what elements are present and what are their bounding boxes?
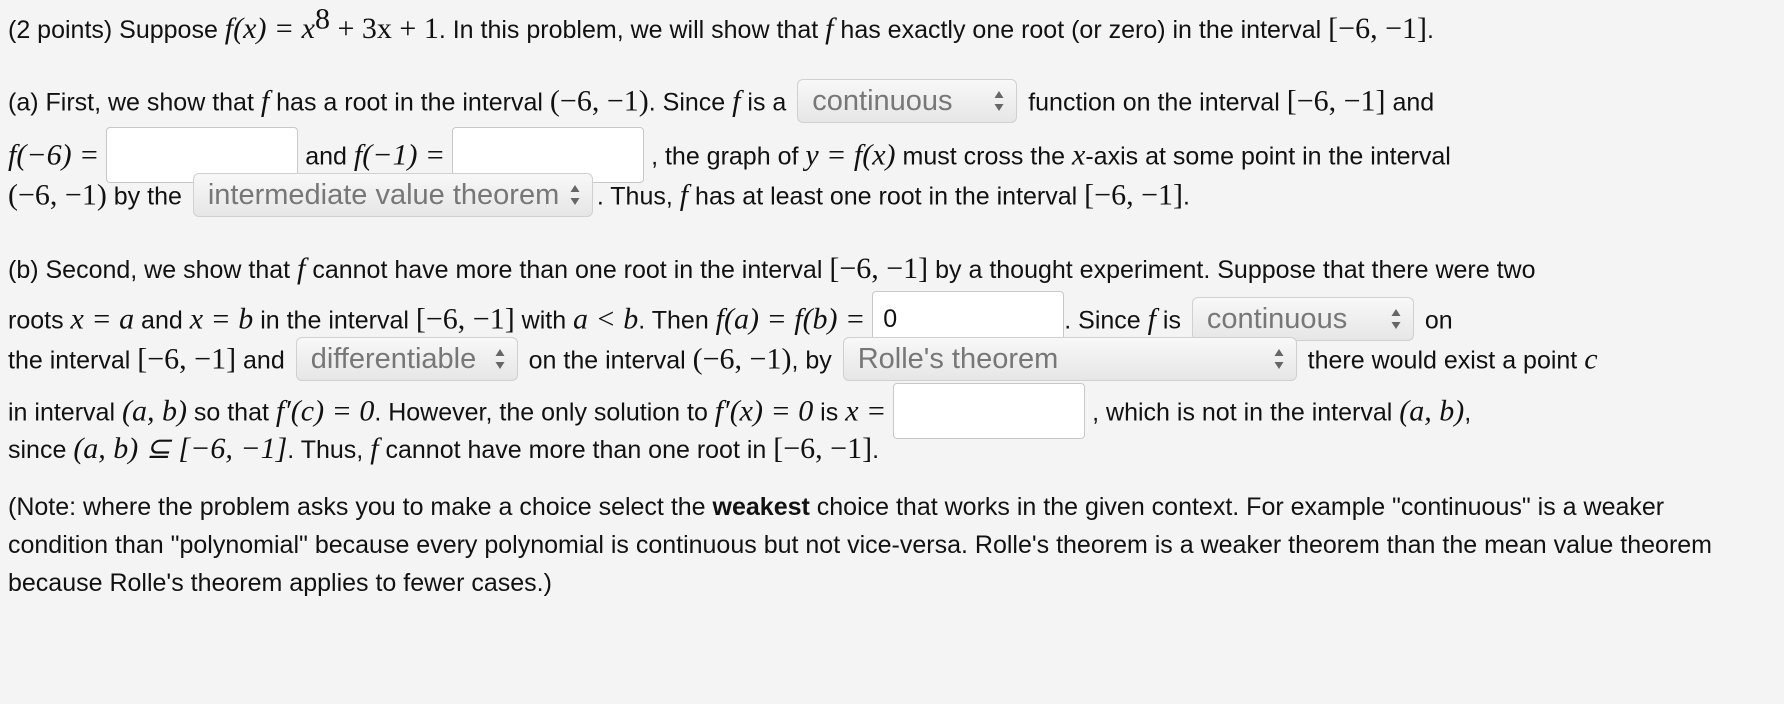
text: , the graph of xyxy=(644,142,806,171)
math-f: f xyxy=(679,178,689,212)
text: is xyxy=(1155,306,1188,335)
math-x: x xyxy=(1072,138,1086,172)
part-b-line-1 xyxy=(8,252,1772,287)
theorem-select[interactable] xyxy=(193,173,593,217)
text: (a) First, we show that xyxy=(8,88,261,117)
updown-arrows-icon xyxy=(495,348,505,370)
text: -axis at some point in the interval xyxy=(1085,142,1451,171)
select-value: continuous xyxy=(812,85,953,117)
part-b-line-5 xyxy=(8,432,1772,467)
updown-arrows-icon xyxy=(1274,348,1284,370)
text: . However, the only solution to xyxy=(374,398,715,427)
text: and xyxy=(298,142,354,171)
text: with xyxy=(514,306,574,335)
note-text: (Note: where the problem asks you to make a choice select the xyxy=(8,493,713,521)
select-value: differentiable xyxy=(310,343,477,375)
text: roots xyxy=(8,306,71,335)
text: must cross the xyxy=(895,142,1073,171)
math-fa-fb: f(a) = f(b) = xyxy=(715,302,866,336)
updown-arrows-icon xyxy=(570,184,580,206)
math-interval: [−6, −1] xyxy=(773,432,873,465)
text: on xyxy=(1417,306,1453,335)
intro-end: . xyxy=(1426,16,1434,44)
fa-fb-input[interactable]: 0 xyxy=(872,291,1064,347)
text: . Since xyxy=(648,88,733,117)
math-xb: x = b xyxy=(189,302,254,336)
problem-intro xyxy=(8,2,1772,47)
math-f-neg1: f(−1) = xyxy=(353,138,446,172)
intro-function-rest: + 3x + 1 xyxy=(330,12,439,45)
math-c: c xyxy=(1584,342,1598,376)
math-f: f xyxy=(732,84,741,118)
math-f: f xyxy=(297,252,306,285)
text: so that xyxy=(186,398,276,427)
text: since xyxy=(8,436,74,464)
text: and xyxy=(134,306,190,335)
text: , by xyxy=(791,346,839,375)
rolle-theorem-select[interactable] xyxy=(843,337,1297,381)
updown-arrows-icon xyxy=(994,90,1004,112)
math-fpc: f′(c) = 0 xyxy=(275,394,375,428)
part-b-line-3 xyxy=(8,340,1772,384)
math-xa: x = a xyxy=(70,302,135,336)
select-value: intermediate value theorem xyxy=(207,179,560,211)
intro-prefix: (2 points) Suppose xyxy=(8,16,225,44)
text: . Then xyxy=(638,306,716,335)
text: has a root in the interval xyxy=(269,88,550,117)
math-f: f xyxy=(370,432,379,465)
text: . xyxy=(872,436,880,464)
text: on the interval xyxy=(521,346,693,375)
math-interval: [−6, −1] xyxy=(1084,178,1183,212)
part-a-line-1 xyxy=(8,82,1772,126)
part-a-line-3 xyxy=(8,176,1772,220)
intro-function: f(x) = x xyxy=(224,12,315,45)
math-ab: (a, b) xyxy=(121,394,187,428)
math-subset: (a, b) ⊆ [−6, −1] xyxy=(73,432,288,465)
math-interval: [−6, −1] xyxy=(415,302,515,336)
intro-f: f xyxy=(825,12,834,45)
text: and xyxy=(236,346,292,375)
function-type-select[interactable] xyxy=(797,79,1017,123)
intro-power: 8 xyxy=(315,2,330,36)
select-value: continuous xyxy=(1206,303,1348,335)
math-interval: [−6, −1] xyxy=(829,252,929,285)
note-paragraph xyxy=(8,488,1768,602)
text: . Thus, xyxy=(287,436,371,464)
intro-interval: [−6, −1] xyxy=(1328,12,1427,45)
continuity-select[interactable] xyxy=(1192,297,1414,341)
intro-text: . In this problem, we will show that xyxy=(438,16,826,44)
math-interval: [−6, −1] xyxy=(137,342,237,376)
note-text: choice that works in the given context. For example "continuous" is a weaker condition than "polynomial" because every polynomial is continuous but not vice-versa. Rolle's theorem is a weaker theorem than the mean value theorem because Rolle's theorem applies to fewer cases.) xyxy=(8,493,1712,597)
text: . Since xyxy=(1064,306,1148,335)
note-weakest: weakest xyxy=(712,493,810,521)
text: by a thought experiment. Suppose that there were two xyxy=(928,256,1536,284)
text: . xyxy=(1183,182,1190,211)
text: function on the interval xyxy=(1021,88,1287,117)
text: cannot have more than one root in the interval xyxy=(305,256,830,284)
text: is xyxy=(813,398,846,427)
math-interval: (−6, −1) xyxy=(8,178,107,212)
text: . Thus, xyxy=(596,182,680,211)
text: the interval xyxy=(8,346,138,375)
text: there would exist a point xyxy=(1300,346,1585,375)
math-ab: (a, b) xyxy=(1399,394,1465,428)
math-interval: (−6, −1) xyxy=(692,342,792,376)
updown-arrows-icon xyxy=(1391,308,1401,330)
text: , which is not in the interval xyxy=(1085,398,1400,427)
math-interval: [−6, −1] xyxy=(1286,84,1386,118)
text: in the interval xyxy=(253,306,416,335)
text: (b) Second, we show that xyxy=(8,256,298,284)
select-value: Rolle's theorem xyxy=(857,343,1059,375)
intro-text2: has exactly one root (or zero) in the interval xyxy=(833,16,1329,44)
math-x-eq: x = xyxy=(845,394,887,428)
text: by the xyxy=(106,182,189,211)
text: cannot have more than one root in xyxy=(378,436,774,464)
critical-point-input[interactable] xyxy=(893,383,1085,439)
math-fpx: f′(x) = 0 xyxy=(714,394,814,428)
math-a-lt-b: a < b xyxy=(573,302,639,336)
math-interval: (−6, −1) xyxy=(549,84,649,118)
differentiability-select[interactable] xyxy=(296,337,518,381)
text: in interval xyxy=(8,398,122,427)
math-f-neg6: f(−6) = xyxy=(8,138,100,172)
math-f: f xyxy=(1147,302,1156,336)
text: is a xyxy=(740,88,794,117)
text: has at least one root in the interval xyxy=(688,182,1085,211)
math-f: f xyxy=(260,84,270,118)
text: , xyxy=(1464,398,1472,427)
math-y-eq: y = f(x) xyxy=(805,138,896,172)
text: and xyxy=(1385,88,1435,117)
